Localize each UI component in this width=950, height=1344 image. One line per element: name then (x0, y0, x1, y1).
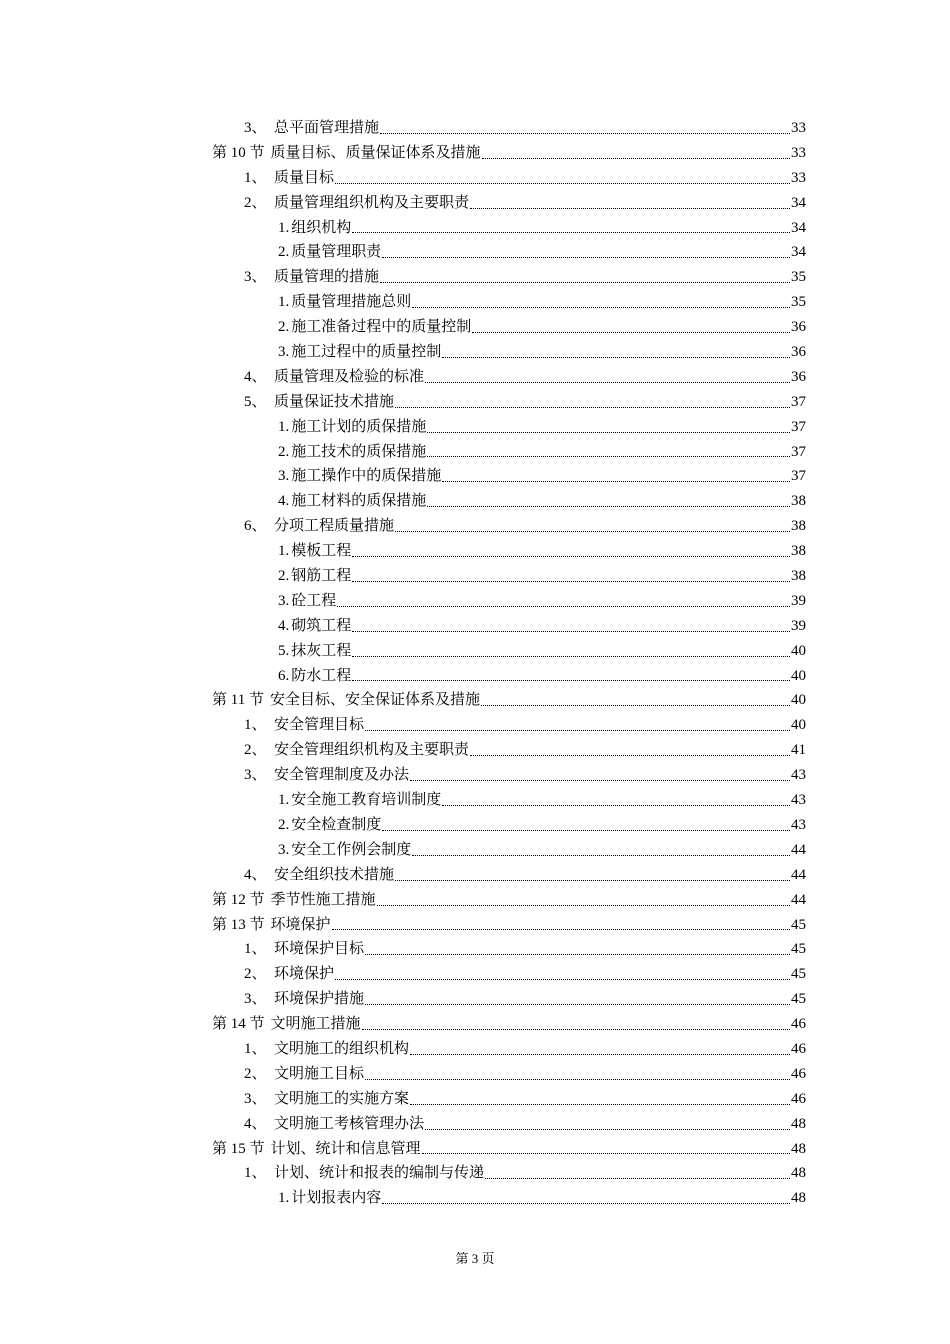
toc-entry-page: 37 (791, 393, 806, 410)
dot-leader (352, 679, 790, 681)
toc-entry[interactable] (212, 913, 806, 938)
dot-leader (395, 879, 790, 881)
toc-entry-title: 砌筑工程 (291, 617, 352, 634)
toc-entry[interactable] (212, 216, 806, 241)
toc-entry-title: 文明施工的实施方案 (274, 1090, 410, 1107)
toc-entry-number: 1、 (244, 1040, 267, 1057)
toc-entry-page: 34 (791, 194, 806, 211)
toc-entry-number: 5. (278, 642, 290, 659)
toc-entry-number: 第 11 节 (212, 692, 264, 709)
dot-leader (427, 431, 790, 433)
toc-entry-page: 43 (791, 816, 806, 833)
toc-entry-number: 2、 (244, 194, 267, 211)
dot-leader (337, 605, 790, 607)
toc-entry-title: 环境保护目标 (274, 941, 365, 958)
toc-entry-number: 1、 (244, 941, 267, 958)
toc-entry-page: 34 (791, 219, 806, 236)
toc-entry-title: 施工技术的质保措施 (291, 443, 427, 460)
toc-entry-title: 安全管理目标 (274, 717, 365, 734)
dot-leader (410, 779, 790, 781)
toc-entry[interactable] (212, 813, 806, 838)
toc-entry-number: 3、 (244, 120, 267, 136)
toc-entry-number: 2、 (244, 966, 267, 983)
dot-leader (442, 356, 790, 358)
toc-entry-number: 3、 (244, 269, 267, 286)
toc-entry-number: 1. (278, 418, 290, 435)
toc-entry[interactable] (212, 1062, 806, 1087)
toc-entry-title: 施工材料的质保措施 (291, 493, 427, 510)
toc-entry[interactable] (212, 763, 806, 788)
toc-entry-number: 第 14 节 (212, 1016, 265, 1033)
toc-entry-title: 文明施工的组织机构 (274, 1040, 410, 1057)
toc-entry-number: 2、 (244, 742, 267, 759)
toc-entry[interactable] (212, 489, 806, 514)
toc-entry[interactable] (212, 315, 806, 340)
toc-entry-number: 2. (278, 443, 290, 460)
toc-entry-number: 4. (278, 493, 290, 510)
toc-entry-page: 35 (791, 294, 806, 311)
toc-entry[interactable] (212, 962, 806, 987)
toc-entry-page: 45 (791, 941, 806, 958)
toc-entry[interactable] (212, 1186, 806, 1211)
toc-entry-number: 1、 (244, 169, 267, 186)
toc-entry-page: 45 (791, 991, 806, 1008)
toc-entry-page: 37 (791, 468, 806, 485)
dot-leader (412, 854, 790, 856)
toc-entry-title: 抹灰工程 (291, 642, 352, 659)
dot-leader (365, 1078, 790, 1080)
toc-entry[interactable] (212, 191, 806, 216)
dot-leader (395, 406, 790, 408)
dot-leader (352, 630, 790, 632)
toc-entry-number: 第 15 节 (212, 1140, 265, 1157)
toc-entry-page: 46 (791, 1065, 806, 1082)
toc-entry-title: 施工过程中的质量控制 (291, 344, 442, 361)
toc-entry[interactable] (212, 664, 806, 689)
toc-entry[interactable] (212, 390, 806, 415)
toc-entry[interactable] (212, 340, 806, 365)
toc-entry-title: 质量管理职责 (291, 244, 382, 261)
toc-entry-title: 计划、统计和报表的编制与传递 (274, 1165, 485, 1182)
toc-entry-title: 安全管理组织机构及主要职责 (274, 742, 470, 759)
toc-entry-number: 1. (278, 219, 290, 236)
toc-entry-title: 文明施工措施 (270, 1016, 361, 1033)
toc-entry[interactable] (212, 1012, 806, 1037)
toc-entry-number: 3. (278, 592, 290, 609)
dot-leader (335, 978, 790, 980)
toc-entry[interactable] (212, 937, 806, 962)
toc-entry-page: 44 (791, 866, 806, 883)
dot-leader (427, 455, 790, 457)
toc-entry-number: 4、 (244, 368, 267, 385)
toc-entry-number: 第 12 节 (212, 891, 265, 908)
toc-entry[interactable] (212, 738, 806, 763)
toc-entry[interactable] (212, 614, 806, 639)
toc-entry[interactable] (212, 639, 806, 664)
toc-entry-title: 安全管理制度及办法 (274, 767, 410, 784)
toc-entry[interactable] (212, 240, 806, 265)
dot-leader (380, 281, 790, 283)
dot-leader (482, 157, 790, 159)
toc-entry-title: 安全施工教育培训制度 (291, 792, 442, 809)
toc-entry-page: 40 (791, 692, 806, 709)
toc-entry-page: 40 (791, 642, 806, 659)
toc-entry-title: 文明施工目标 (274, 1065, 365, 1082)
dot-leader (352, 580, 790, 582)
dot-leader (352, 555, 790, 557)
toc-entry-number: 3. (278, 468, 290, 485)
toc-entry-title: 施工计划的质保措施 (291, 418, 427, 435)
table-of-contents (212, 116, 806, 1211)
toc-entry-number: 1、 (244, 1165, 267, 1182)
toc-entry-page: 46 (791, 1016, 806, 1033)
toc-entry-title: 施工操作中的质保措施 (291, 468, 442, 485)
dot-leader (442, 804, 790, 806)
toc-entry-title: 分项工程质量措施 (274, 518, 395, 535)
toc-entry[interactable] (212, 415, 806, 440)
toc-entry-page: 33 (791, 120, 806, 136)
toc-entry-title: 季节性施工措施 (270, 891, 376, 908)
toc-entry-number: 3、 (244, 991, 267, 1008)
toc-entry[interactable] (212, 141, 806, 166)
toc-entry-page: 38 (791, 568, 806, 585)
toc-entry[interactable] (212, 365, 806, 390)
dot-leader (395, 530, 790, 532)
toc-entry-page: 48 (791, 1190, 806, 1207)
page-number-label: 第 3 页 (455, 1251, 495, 1266)
toc-entry-page: 39 (791, 592, 806, 609)
toc-entry-page: 35 (791, 269, 806, 286)
dot-leader (470, 207, 790, 209)
dot-leader (332, 928, 790, 930)
toc-entry[interactable] (212, 265, 806, 290)
toc-entry-number: 6. (278, 667, 290, 684)
toc-entry-number: 2. (278, 816, 290, 833)
toc-entry[interactable] (212, 838, 806, 863)
toc-entry-title: 质量管理组织机构及主要职责 (274, 194, 470, 211)
toc-entry[interactable] (212, 987, 806, 1012)
toc-entry-title: 环境保护措施 (274, 991, 365, 1008)
toc-entry-page: 44 (791, 891, 806, 908)
toc-entry[interactable] (212, 1161, 806, 1186)
toc-entry[interactable] (212, 116, 806, 141)
dot-leader (427, 505, 790, 507)
toc-entry-page: 48 (791, 1140, 806, 1157)
toc-entry[interactable] (212, 589, 806, 614)
toc-entry-title: 文明施工考核管理办法 (274, 1115, 425, 1132)
toc-entry-number: 2. (278, 244, 290, 261)
toc-entry-number: 4、 (244, 1115, 267, 1132)
dot-leader (362, 1028, 790, 1030)
toc-entry-number: 2. (278, 319, 290, 336)
toc-entry-title: 质量保证技术措施 (274, 393, 395, 410)
toc-entry-page: 39 (791, 617, 806, 634)
toc-entry-page: 45 (791, 966, 806, 983)
dot-leader (470, 754, 790, 756)
toc-entry-number: 1、 (244, 717, 267, 734)
toc-entry[interactable] (212, 166, 806, 191)
toc-entry-number: 3、 (244, 1090, 267, 1107)
toc-entry-title: 施工准备过程中的质量控制 (291, 319, 472, 336)
toc-entry-page: 33 (791, 169, 806, 186)
toc-entry[interactable] (212, 863, 806, 888)
toc-entry[interactable] (212, 688, 806, 713)
toc-entry[interactable] (212, 514, 806, 539)
dot-leader (382, 1202, 790, 1204)
dot-leader (365, 1003, 790, 1005)
dot-leader (472, 331, 790, 333)
dot-leader (422, 1152, 790, 1154)
toc-entry[interactable] (212, 290, 806, 315)
toc-entry[interactable] (212, 464, 806, 489)
toc-entry-number: 第 10 节 (212, 144, 265, 161)
toc-entry[interactable] (212, 888, 806, 913)
toc-entry-title: 防水工程 (291, 667, 352, 684)
dot-leader (365, 953, 790, 955)
toc-entry[interactable] (212, 788, 806, 813)
dot-leader (410, 1053, 790, 1055)
toc-entry[interactable] (212, 1037, 806, 1062)
toc-entry-number: 第 13 节 (212, 916, 265, 933)
dot-leader (481, 704, 790, 706)
toc-entry-title: 钢筋工程 (291, 568, 352, 585)
toc-entry[interactable] (212, 440, 806, 465)
toc-entry-number: 4. (278, 617, 290, 634)
toc-entry-title: 安全工作例会制度 (291, 841, 412, 858)
toc-entry-page: 38 (791, 543, 806, 560)
toc-entry-page: 34 (791, 244, 806, 261)
dot-leader (365, 729, 790, 731)
toc-entry[interactable] (212, 1087, 806, 1112)
toc-entry[interactable] (212, 1137, 806, 1162)
dot-leader (382, 256, 790, 258)
toc-entry-number: 3. (278, 344, 290, 361)
toc-entry[interactable] (212, 539, 806, 564)
toc-entry-number: 1. (278, 792, 290, 809)
toc-entry-title: 总平面管理措施 (274, 120, 380, 136)
toc-entry-page: 45 (791, 916, 806, 933)
dot-leader (335, 182, 790, 184)
toc-entry-page: 48 (791, 1165, 806, 1182)
toc-entry-title: 模板工程 (291, 543, 352, 560)
toc-entry-number: 1. (278, 543, 290, 560)
dot-leader (380, 132, 790, 134)
dot-leader (425, 1128, 790, 1130)
toc-entry-number: 1. (278, 294, 290, 311)
toc-entry-page: 44 (791, 841, 806, 858)
toc-entry-page: 46 (791, 1090, 806, 1107)
toc-entry-page: 43 (791, 767, 806, 784)
toc-entry-title: 安全组织技术措施 (274, 866, 395, 883)
toc-entry-number: 2. (278, 568, 290, 585)
toc-entry-title: 计划、统计和信息管理 (270, 1140, 421, 1157)
toc-entry-number: 3. (278, 841, 290, 858)
dot-leader (352, 231, 790, 233)
toc-entry-title: 质量管理措施总则 (291, 294, 412, 311)
toc-entry-page: 40 (791, 717, 806, 734)
toc-entry-title: 质量管理的措施 (274, 269, 380, 286)
toc-entry-page: 43 (791, 792, 806, 809)
toc-entry[interactable] (212, 564, 806, 589)
toc-entry-page: 36 (791, 319, 806, 336)
toc-entry-number: 2、 (244, 1065, 267, 1082)
toc-entry-page: 37 (791, 418, 806, 435)
dot-leader (382, 829, 790, 831)
toc-entry-title: 安全目标、安全保证体系及措施 (269, 692, 480, 709)
toc-entry-page: 36 (791, 368, 806, 385)
dot-leader (425, 381, 790, 383)
toc-entry-title: 环境保护 (270, 916, 331, 933)
toc-entry-page: 41 (791, 742, 806, 759)
toc-entry-title: 安全检查制度 (291, 816, 382, 833)
dot-leader (377, 904, 790, 906)
toc-entry-page: 36 (791, 344, 806, 361)
dot-leader (410, 1103, 790, 1105)
dot-leader (412, 306, 790, 308)
toc-entry-title: 砼工程 (291, 592, 337, 609)
toc-entry-page: 38 (791, 518, 806, 535)
toc-entry-number: 4、 (244, 866, 267, 883)
dot-leader (485, 1177, 790, 1179)
toc-entry-page: 48 (791, 1115, 806, 1132)
toc-entry-title: 质量目标 (274, 169, 335, 186)
toc-entry-number: 1. (278, 1190, 290, 1207)
toc-entry-title: 环境保护 (274, 966, 335, 983)
toc-entry-title: 计划报表内容 (291, 1190, 382, 1207)
toc-entry[interactable] (212, 1112, 806, 1137)
dot-leader (352, 655, 790, 657)
toc-entry-page: 38 (791, 493, 806, 510)
toc-entry[interactable] (212, 713, 806, 738)
dot-leader (442, 480, 790, 482)
toc-entry-title: 组织机构 (291, 219, 352, 236)
toc-entry-page: 40 (791, 667, 806, 684)
toc-entry-number: 3、 (244, 767, 267, 784)
toc-entry-page: 33 (791, 144, 806, 161)
toc-entry-title: 质量目标、质量保证体系及措施 (270, 144, 481, 161)
toc-entry-page: 46 (791, 1040, 806, 1057)
toc-entry-number: 5、 (244, 393, 267, 410)
toc-entry-title: 质量管理及检验的标准 (274, 368, 425, 385)
page-footer (0, 1248, 950, 1267)
toc-entry-page: 37 (791, 443, 806, 460)
toc-entry-number: 6、 (244, 518, 267, 535)
